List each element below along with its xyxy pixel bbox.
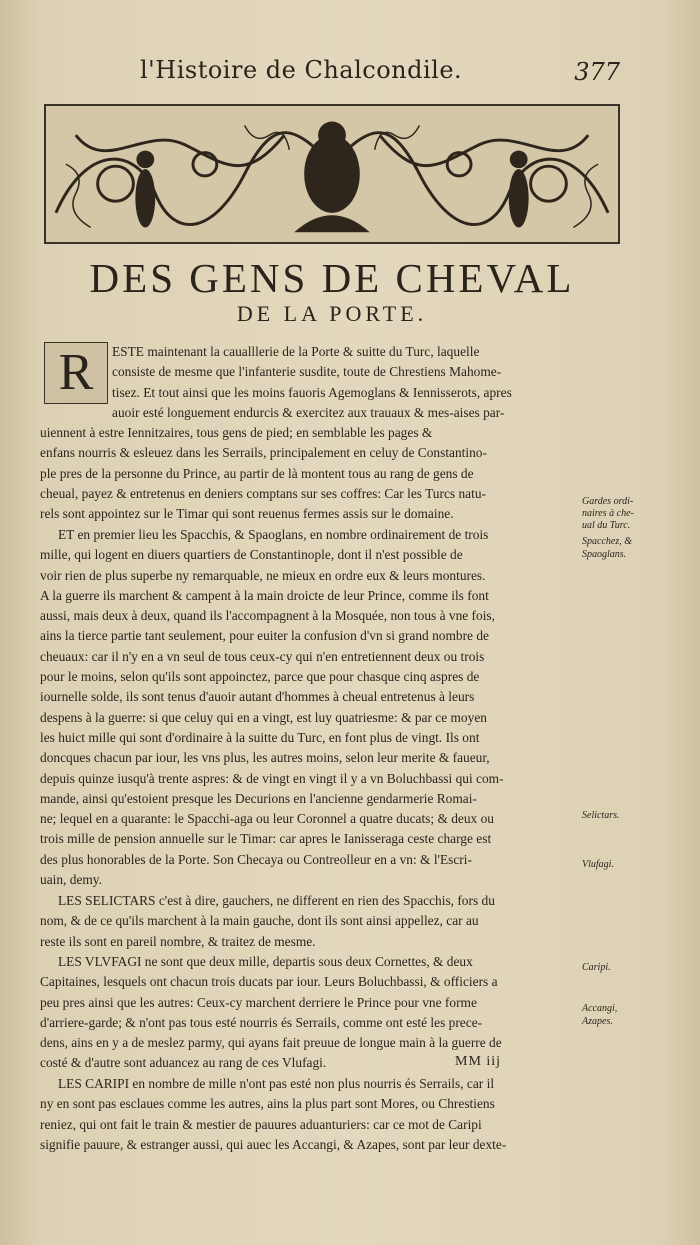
text-line: ne; lequel en a quarante: le Spacchi-aga ou leur Coronnel a quatre ducats; & deux ou xyxy=(40,811,494,827)
margin-note-selictars: Selictars. xyxy=(582,810,620,821)
text-line: rels sont appointez sur le Timar qui sont reuenus fermes assis sur le domaine. xyxy=(40,506,454,522)
text-line: voir rien de plus superbe ny remarquable, ne mieux en ordre eux & leurs montures. xyxy=(40,567,486,583)
text-line: uiennent à estre Iennitzaires, tous gens de pied; en semblable les pages & xyxy=(40,425,433,441)
text-line: LES VLVFAGI ne sont que deux mille, departis sous deux Cornettes, & deux xyxy=(58,954,473,969)
margin-note-caripi: Caripi. xyxy=(582,962,611,973)
margin-note-azapes: Azapes. xyxy=(582,1016,613,1027)
text-line: pour le moins, selon qu'ils sont appoinctez, parce que pour chasque cinq aspres de xyxy=(40,669,480,685)
text-line: consiste de mesme que l'infanterie susdite, toute de Chrestiens Mahome- xyxy=(112,364,502,380)
text-line: ple pres de la personne du Prince, au partir de là montent tous au rang de gens de xyxy=(40,465,474,481)
running-head xyxy=(140,56,620,96)
paragraph-3 xyxy=(40,891,580,952)
text-line: ET en premier lieu les Spacchis, & Spaoglans, en nombre ordinairement de trois xyxy=(58,527,489,542)
text-line: ains la tierce partie tant seulement, pour euiter la confusion d'vn si grand nombre de xyxy=(40,628,489,644)
margin-note-gardes: ual du Turc. xyxy=(582,520,631,531)
chapter-title: DES GENS DE CHEVAL xyxy=(89,255,575,301)
text-line: aussi, mais deux à deux, quand ils l'accompagnent à la Mosquée, non tous à vne fois, xyxy=(40,608,495,624)
text-line: A la guerre ils marchent & campent à la main droicte de leur Prince, comme ils font xyxy=(40,587,489,603)
text-line: d'arriere-garde; & n'ont pas tous esté nourris és Serrails, comme ont esté les prece- xyxy=(40,1014,483,1030)
text-line: tisez. Et tout ainsi que les moins fauoris Agemoglans & Iennisserots, apres xyxy=(112,384,512,400)
text-line: uain, demy. xyxy=(40,872,102,888)
text-line: cheual, payez & entretenus en deniers comptans sur ses coffres: Car les Turcs natu- xyxy=(40,486,486,502)
text-line: reste ils sont en pareil nombre, & traitez de mesme. xyxy=(40,933,316,949)
margin-note-vlufagi: Vlufagi. xyxy=(582,859,614,870)
margin-note-gardes: naires à che- xyxy=(582,508,634,519)
chapter-subtitle: DE LA PORTE. xyxy=(236,301,428,326)
text-line: doncques chacun par iour, les vns plus, les autres moins, selon leur merite & faueur, xyxy=(40,750,490,766)
margin-note-spaoglans: Spaoglans. xyxy=(582,549,627,560)
text-line: cheuaux: car il n'y en a vn seul de tous ceux-cy qui n'en entretiennent deux ou trois xyxy=(40,648,485,664)
paragraph-5 xyxy=(40,1074,580,1155)
page-number: 377 xyxy=(574,58,620,86)
text-line: ESTE maintenant la caualllerie de la Porte & suitte du Turc, laquelle xyxy=(112,344,480,359)
text-line: LES SELICTARS c'est à dire, gauchers, ne different en rien des Spacchis, fors du xyxy=(58,893,495,908)
text-line: trois mille de pension annuelle sur le Timar: car apres le Ianisseraga ceste charge est xyxy=(40,831,492,847)
text-line: mille, qui logent en diuers quartiers de Constantinople, dont il n'est possible de xyxy=(40,547,463,563)
text-line: signifie pauure, & estranger aussi, qui auec les Accangi, & Azapes, sont par leur dexte- xyxy=(40,1136,507,1152)
text-line: reniez, qui ont fait le train & mestier de pauures aduanturiers: car ce mot de Caripi xyxy=(40,1116,482,1132)
running-title: l'Histoire de Chalcondile. xyxy=(140,56,463,84)
signature-mark: MM iij xyxy=(455,1054,502,1069)
paragraph-2 xyxy=(40,525,580,890)
text-line: les huict mille qui sont d'ordinaire à la suitte du Turc, en font plus de vingt. Ils ont xyxy=(40,729,480,745)
text-line: nom, & de ce qu'ils marchent à la main gauche, dont ils sont ainsi appellez, car au xyxy=(40,913,479,929)
margin-note-spacchez: Spacchez, & xyxy=(582,536,632,547)
text-line: Capitaines, lesquels ont chacun trois ducats par iour. Leurs Boluchbassi, & officiers a xyxy=(40,974,498,990)
ornamental-headpiece xyxy=(44,104,620,244)
margin-note-accangi: Accangi, xyxy=(582,1003,618,1014)
text-line: depuis quinze iusqu'à trente aspres: & de vingt en vingt il y a vn Boluchbassi qui com- xyxy=(40,770,504,786)
text-line: peu pres ainsi que les autres: Ceux-cy marchent derriere le Prince pour vne forme xyxy=(40,994,477,1010)
text-line: mande, ainsi qu'estoient presque les Decurions en l'ancienne gendarmerie Romai- xyxy=(40,790,477,806)
text-line: despens à la guerre: si que celuy qui en a vingt, est luy quatriesme: & par ce moyen xyxy=(40,709,487,725)
dropcap-initial: R xyxy=(44,342,108,404)
paragraph-1 xyxy=(40,342,580,525)
text-line: ny en sont pas esclaues comme les autres, ains la plus part sont Mores, ou Chrestiens xyxy=(40,1096,495,1112)
text-line: LES CARIPI en nombre de mille n'ont pas esté non plus nourris és Serrails, car il xyxy=(58,1076,495,1091)
text-line: enfans nourris & esleuez dans les Serrails, principalement en celuy de Constantino- xyxy=(40,445,487,461)
text-line: iournelle solde, ils sont tenus d'auoir autant d'hommes à cheual entretenus à leurs xyxy=(40,689,475,705)
margin-note-gardes: Gardes ordi- xyxy=(582,496,634,507)
text-line: costé & d'autre sont aduancez au rang de ces Vlufagi. xyxy=(40,1055,327,1071)
text-line: des plus honorables de la Porte. Son Checaya ou Contreolleur en a vn: & l'Escri- xyxy=(40,851,472,867)
text-line: dens, ains en y a de meslez parmy, qui ayans fait preuue de longue main à la guerre de xyxy=(40,1035,502,1051)
text-line: auoir esté longuement endurcis & exercitez aux trauaux & mes-aises par- xyxy=(112,404,505,420)
